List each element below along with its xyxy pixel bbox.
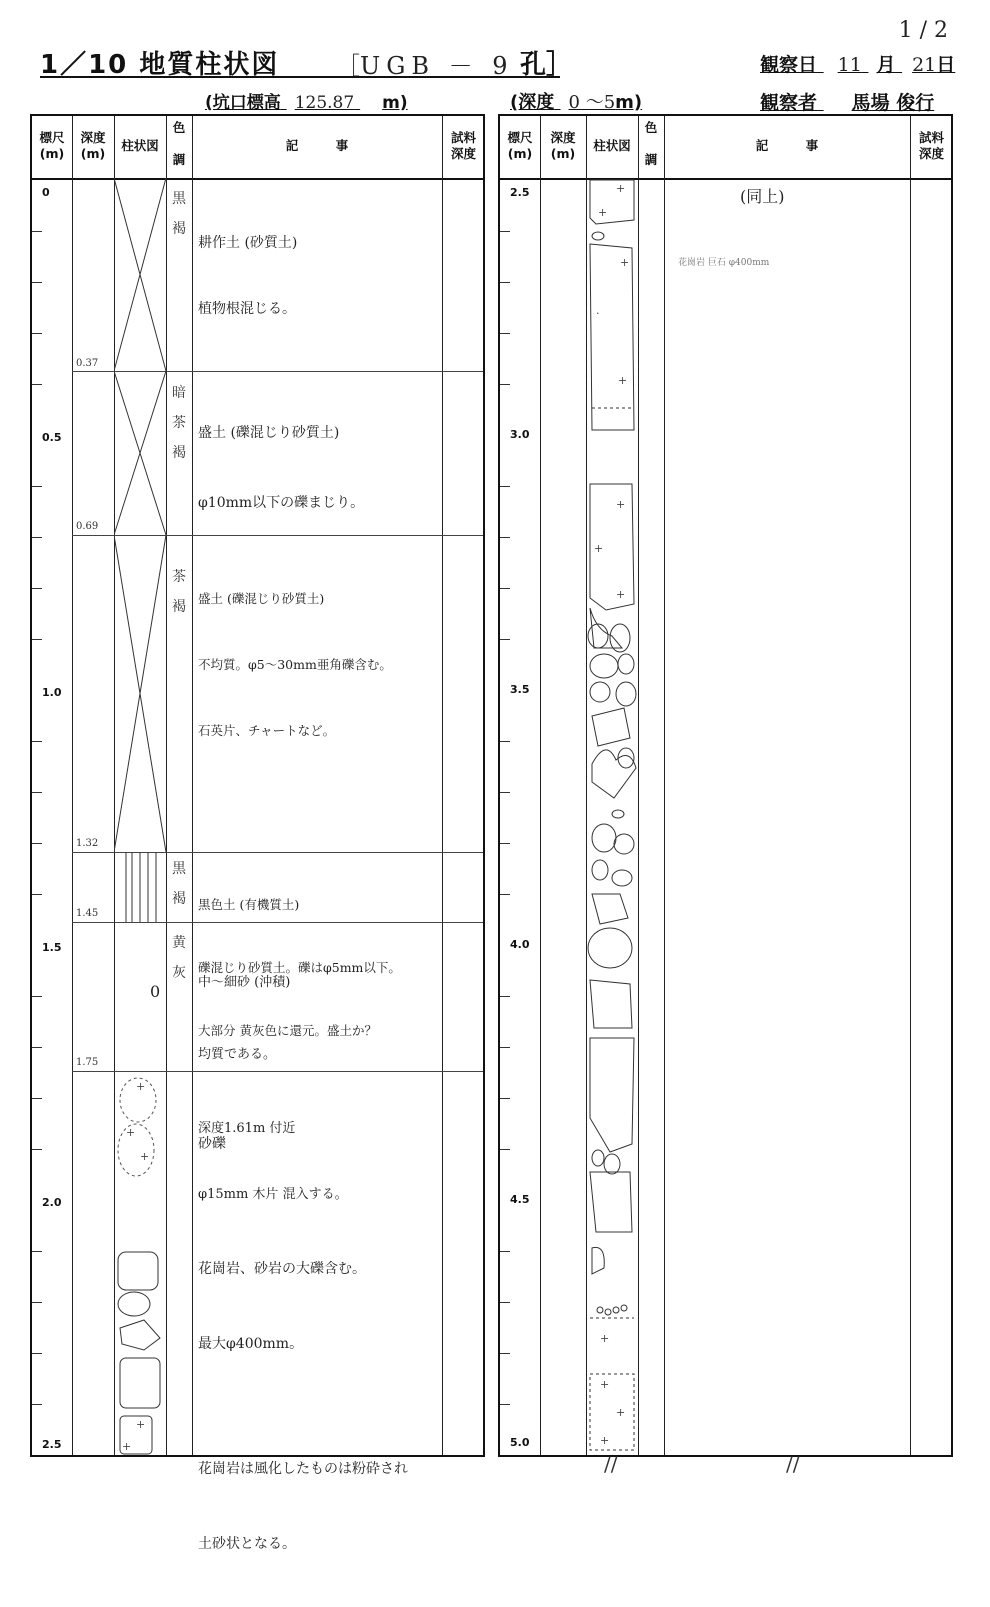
- depth-label: 0.69: [76, 521, 99, 532]
- borehole-suffix: 孔］: [520, 50, 573, 80]
- elevation-label: (坑口標高: [205, 93, 281, 113]
- color-char: 黄: [172, 935, 186, 951]
- obs-day: 21: [912, 54, 937, 76]
- scale-tick: [500, 588, 510, 589]
- right-col-divider: [910, 116, 911, 1455]
- obs-day-label: 日: [936, 54, 956, 76]
- scale-tick: [500, 486, 510, 487]
- color-char: 暗: [172, 385, 186, 401]
- left-col-divider: [166, 116, 167, 1455]
- layer-color: [168, 184, 190, 244]
- svg-text:+: +: [618, 374, 628, 387]
- scale-label: 1.0: [42, 686, 62, 699]
- svg-text:+: +: [598, 206, 608, 219]
- note-line: 花崗岩、砂岩の大礫含む。: [198, 1261, 366, 1277]
- scale-tick: [32, 639, 42, 640]
- note-line: φ10mm以下の礫まじり。: [198, 495, 365, 511]
- color-char: 褐: [172, 221, 186, 237]
- observer-name: 馬場 俊行: [851, 92, 935, 114]
- scale-tick: [32, 588, 42, 589]
- title-underline: [40, 76, 560, 78]
- svg-text:+: +: [616, 498, 626, 511]
- scale-label: 5.0: [510, 1436, 530, 1449]
- scale-tick: [32, 894, 42, 895]
- page-number: 1 / 2: [898, 18, 948, 43]
- layer-note: [198, 1082, 408, 1607]
- scale-tick: [32, 231, 42, 232]
- elevation-value: 125.87: [294, 93, 355, 113]
- svg-text:+: +: [616, 182, 626, 195]
- color-char: 黒: [172, 191, 186, 207]
- color-char: 黒: [172, 861, 186, 877]
- svg-text:+: +: [136, 1418, 146, 1431]
- elevation-unit: m): [382, 93, 408, 113]
- note-line: 石英片、チャートなど。: [198, 723, 336, 738]
- header-sample: 試料 深度: [918, 130, 944, 161]
- header-scale: 標尺 (m): [39, 130, 65, 161]
- collar-elevation: [205, 88, 408, 113]
- scale-tick: [500, 894, 510, 895]
- note-line: 大部分 黄灰色に還元。盛土か？: [198, 1023, 377, 1038]
- svg-text:+: +: [600, 1378, 610, 1391]
- scale-tick: [500, 1047, 510, 1048]
- depth-label: 1.32: [76, 838, 99, 849]
- scale-tick: [32, 282, 42, 283]
- color-char: 灰: [172, 965, 186, 981]
- scale-tick: [500, 231, 510, 232]
- header-column: 柱状図: [121, 138, 159, 153]
- continuation-mark: //: [604, 1452, 618, 1476]
- continuation-mark: //: [786, 1452, 800, 1476]
- scale-tick: [500, 1149, 510, 1150]
- svg-text:+: +: [140, 1150, 150, 1163]
- note-line: 砂礫: [198, 1136, 226, 1152]
- note-line: 中～細砂 (沖積): [198, 975, 291, 990]
- boulder-note: 花崗岩 巨石 φ400mm: [678, 258, 770, 268]
- note-line: 礫混じり砂質土。礫はφ5mm以下。: [198, 960, 401, 975]
- wood-fragment-mark: 0: [150, 982, 161, 1001]
- scale-tick: [500, 1353, 510, 1354]
- note-line: 耕作土 (砂質土): [198, 235, 298, 251]
- note-line: 不均質。φ5～30mm亜角礫含む。: [198, 657, 392, 672]
- layer-color: [168, 854, 190, 914]
- svg-text:+: +: [620, 256, 630, 269]
- scale-tick: [500, 384, 510, 385]
- range-value: 0 ～5: [568, 92, 616, 113]
- scale-tick: [500, 843, 510, 844]
- scale-tick: [500, 1404, 510, 1405]
- scale-tick: [32, 333, 42, 334]
- header-depth: 深度 (m): [550, 130, 576, 161]
- scale-tick: [32, 1302, 42, 1303]
- note-line: 盛土 (礫混じり砂質土): [198, 591, 325, 606]
- scale-tick: [32, 1251, 42, 1252]
- depth-label: 1.45: [76, 908, 99, 919]
- header-color: 色 調: [172, 120, 186, 167]
- color-char: 茶: [172, 415, 186, 431]
- left-log-panel: [30, 114, 485, 1552]
- note-line: 均質である。: [198, 1047, 277, 1062]
- header-color: 色 調: [644, 120, 658, 167]
- depth-label: 0.37: [76, 358, 99, 369]
- obs-month: 11: [837, 54, 862, 76]
- scale-tick: [32, 741, 42, 742]
- scale-tick: [500, 333, 510, 334]
- range-label: (深度: [510, 92, 555, 113]
- svg-text:+: +: [616, 1406, 626, 1419]
- note-line: 植物根混じる。: [198, 301, 296, 317]
- scale-label: 3.0: [510, 428, 530, 441]
- bracket-open: ［: [336, 52, 360, 80]
- color-char: 茶: [172, 569, 186, 585]
- range-unit: m): [615, 92, 643, 113]
- layer-note: [198, 378, 364, 558]
- left-col-divider: [442, 116, 443, 1455]
- header-sample: 試料 深度: [450, 130, 476, 161]
- scale-tick: [32, 537, 42, 538]
- scale-tick: [500, 792, 510, 793]
- header-column: 柱状図: [593, 138, 631, 153]
- scale-tick: [32, 1098, 42, 1099]
- svg-text:+: +: [600, 1332, 610, 1345]
- scale-tick: [500, 741, 510, 742]
- note-line: 土砂状となる。: [198, 1536, 296, 1552]
- scale-tick: [32, 843, 42, 844]
- right-col-divider: [664, 116, 665, 1455]
- layer-color: [168, 562, 190, 622]
- note-line: 花崗岩は風化したものは粉砕され: [198, 1461, 408, 1477]
- obs-month-label: 月: [876, 54, 896, 76]
- note-line: 最大φ400mm。: [198, 1336, 304, 1352]
- scale-tick: [32, 1047, 42, 1048]
- svg-text:.: .: [596, 304, 600, 317]
- scale-tick: [32, 384, 42, 385]
- note-line: 盛土 (礫混じり砂質土): [198, 425, 340, 441]
- scale-label: 0: [42, 186, 50, 199]
- layer-note: [198, 544, 392, 786]
- color-char: 褐: [172, 445, 186, 461]
- scale-tick: [32, 1149, 42, 1150]
- scale-tick: [32, 486, 42, 487]
- svg-text:+: +: [616, 588, 626, 601]
- same-as-above-note: (同上): [740, 187, 785, 206]
- scale-label: 3.5: [510, 683, 530, 696]
- scale-tick: [32, 792, 42, 793]
- scale-label: 0.5: [42, 431, 62, 444]
- header-scale: 標尺 (m): [507, 130, 533, 161]
- note-line: 黒色土 (有機質土): [198, 897, 300, 912]
- scale-label: 2.5: [510, 186, 530, 199]
- observation-date: [760, 50, 955, 77]
- scale-tick: [500, 639, 510, 640]
- svg-text:+: +: [136, 1080, 146, 1093]
- scale-tick: [500, 282, 510, 283]
- scale-tick: [500, 1098, 510, 1099]
- observer-label: 観察者: [760, 92, 818, 114]
- color-char: 褐: [172, 891, 186, 907]
- svg-text:+: +: [600, 1434, 610, 1447]
- right-col-divider: [540, 116, 541, 1455]
- scale-tick: [500, 537, 510, 538]
- layer-color: [168, 928, 190, 988]
- column-graphic: [586, 178, 638, 1459]
- color-char: 褐: [172, 599, 186, 615]
- header-notes: 記 事: [285, 138, 349, 153]
- header-notes: 記 事: [755, 138, 819, 153]
- page-title: 1／10 地質柱状図: [40, 50, 280, 80]
- header-depth: 深度 (m): [80, 130, 106, 161]
- svg-text:+: +: [594, 542, 604, 555]
- scale-label: 4.5: [510, 1193, 530, 1206]
- note-line: φ15mm 木片 混入する。: [198, 1187, 348, 1202]
- scale-label: 4.0: [510, 938, 530, 951]
- scale-tick: [32, 1404, 42, 1405]
- borehole-id-value: UGB － 9: [360, 52, 514, 80]
- right-log-panel: [498, 114, 953, 1457]
- scale-label: 1.5: [42, 941, 62, 954]
- scale-label: 2.0: [42, 1196, 62, 1209]
- depth-label: 1.75: [76, 1057, 99, 1068]
- scale-tick: [32, 996, 42, 997]
- column-graphic: [114, 178, 166, 1459]
- note-line: 深度1.61m 付近: [198, 1121, 296, 1136]
- obs-date-label: 観察日: [760, 54, 818, 76]
- right-col-divider: [638, 116, 639, 1455]
- svg-text:+: +: [126, 1126, 136, 1139]
- left-col-divider: [192, 116, 193, 1455]
- scale-label: 2.5: [42, 1438, 62, 1451]
- layer-note: [198, 188, 297, 364]
- scale-tick: [500, 1251, 510, 1252]
- svg-text:+: +: [122, 1440, 132, 1453]
- scale-tick: [500, 996, 510, 997]
- scale-tick: [32, 1353, 42, 1354]
- layer-color: [168, 378, 190, 468]
- left-col-divider: [72, 116, 73, 1455]
- depth-range: [510, 88, 642, 114]
- observer: [760, 88, 934, 115]
- scale-tick: [500, 1302, 510, 1303]
